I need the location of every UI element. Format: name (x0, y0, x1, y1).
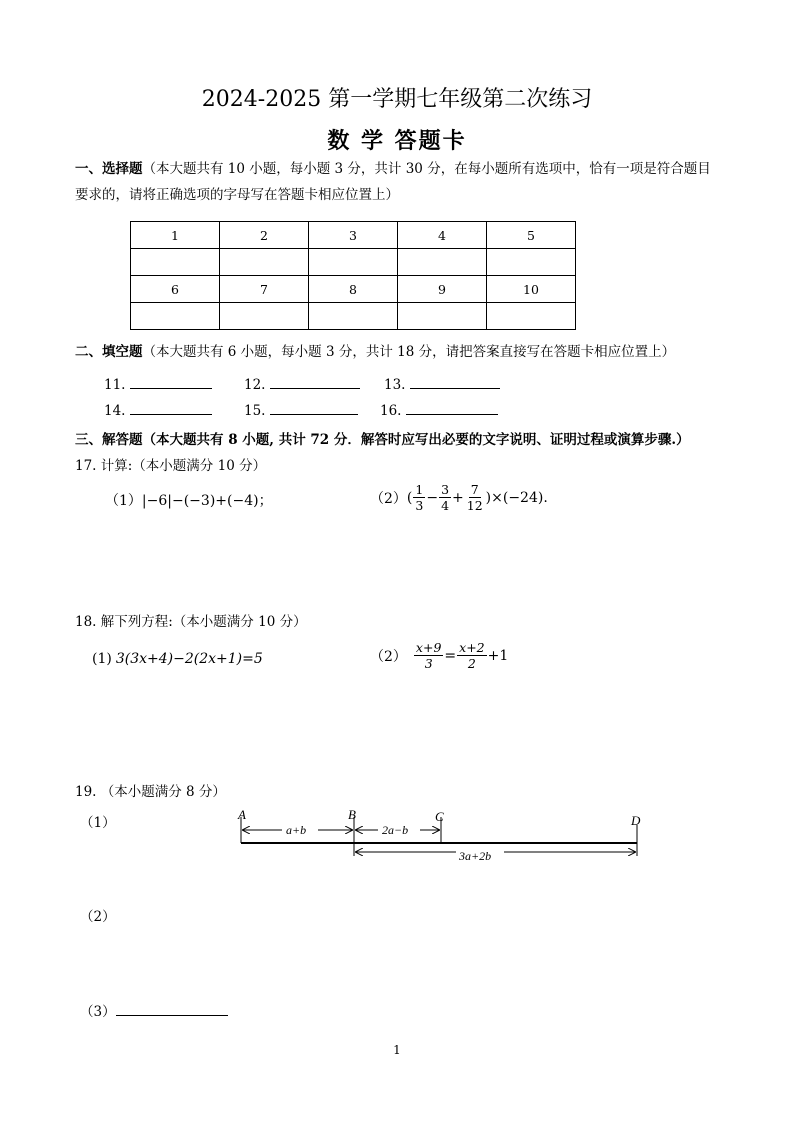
q18-part2: （2） $\frac{x+9}{3}$ = $\frac{x+2}{2}$ +1 (370, 640, 509, 671)
q19-label: 19. （本小题满分 8 分） (75, 784, 226, 800)
table-number-cell: 2 (220, 222, 309, 249)
page-number: 1 (393, 1043, 401, 1057)
fill-item-12: 12. (244, 376, 360, 393)
answer-blank[interactable] (270, 376, 360, 389)
label-seg-bc: 2a−b (382, 823, 409, 837)
table-row (131, 276, 576, 303)
label-point-b: B (348, 807, 356, 822)
label-point-a: A (238, 807, 246, 822)
fraction: $\frac{x+2}{2}$ (459, 640, 485, 671)
q18-part1-expr: 3(3x+4)−2(2x+1)=5 (115, 651, 263, 667)
choice-answer-table (130, 221, 576, 330)
q18-part1-label: (1) (92, 651, 112, 667)
answer-cell[interactable] (220, 249, 309, 276)
label-seg-ab: a+b (286, 823, 307, 837)
answer-blank[interactable] (406, 402, 498, 415)
answer-cell[interactable] (309, 249, 398, 276)
fill-item-16: 16. (380, 402, 498, 419)
table-row (131, 222, 576, 249)
table-number-cell: 6 (131, 276, 220, 303)
table-row (131, 249, 576, 276)
table-number-cell: 8 (309, 276, 398, 303)
table-row (131, 303, 576, 330)
answer-cell[interactable] (220, 303, 309, 330)
section1-desc-line2: 要求的，请将正确选项的字母写在答题卡相应位置上） (75, 187, 399, 203)
fill-item-15: 15. (244, 402, 358, 419)
label-seg-bd: 3a+2b (459, 849, 492, 863)
answer-cell[interactable] (131, 303, 220, 330)
fraction: $\frac{3}{4}$ (441, 482, 450, 513)
label-point-c: C (435, 809, 444, 824)
fraction: $\frac{7}{12}$ (466, 482, 483, 513)
q17-label: 17. 计算:（本小题满分 10 分） (75, 458, 267, 474)
q17-part1-label: （1） (105, 493, 142, 509)
answer-cell[interactable] (309, 303, 398, 330)
table-number-cell: 1 (131, 222, 220, 249)
table-number-cell: 4 (398, 222, 487, 249)
q19-part3-label: （3） (80, 1004, 116, 1020)
q17-part1 (105, 490, 273, 510)
q18-part1 (92, 651, 263, 667)
fill-item-11: 11. (104, 376, 212, 393)
fill-item-14: 14. (104, 402, 212, 419)
table-number-cell: 3 (309, 222, 398, 249)
q18-label: 18. 解下列方程:（本小题满分 10 分） (75, 614, 307, 630)
section1-desc-line1: （本大题共有 10 小题，每小题 3 分，共计 30 分，在每小题所有选项中，恰有一项是符合题目 (142, 161, 711, 177)
page-title: 2024-2025 第一学期七年级第二次练习 (201, 87, 593, 112)
q17-part2: （2） ( $\frac{1}{3}$ − $\frac{3}{4}$ + $\frac{7}{12}$ )×(−24). (370, 482, 548, 513)
label-point-d: D (631, 813, 641, 828)
section2-desc: （本大题共有 6 小题，每小题 3 分，共计 18 分，请把答案直接写在答题卡相应位置上） (142, 344, 676, 360)
answer-blank[interactable] (116, 1003, 228, 1016)
answer-cell[interactable] (398, 303, 487, 330)
answer-blank[interactable] (270, 402, 358, 415)
table-number-cell: 7 (220, 276, 309, 303)
section2-heading: 二、填空题 (75, 344, 143, 360)
table-number-cell: 10 (487, 276, 576, 303)
section1-heading: 一、选择题 (75, 161, 143, 177)
q19-part1-label: （1） (80, 815, 116, 831)
q19-part3 (80, 1000, 228, 1020)
q18-part2-label: （2） (370, 648, 407, 665)
answer-sheet-subtitle: 数 学 答题卡 (327, 128, 467, 154)
answer-cell[interactable] (487, 249, 576, 276)
fraction: $\frac{1}{3}$ (415, 482, 424, 513)
answer-blank[interactable] (130, 402, 212, 415)
q17-part2-label: （2） (370, 490, 407, 507)
answer-cell[interactable] (131, 249, 220, 276)
section2-line (75, 340, 675, 364)
answer-cell[interactable] (398, 249, 487, 276)
answer-cell[interactable] (487, 303, 576, 330)
section1-line1 (75, 157, 711, 181)
section3-heading: 三、解答题（本大题共有 8 小题, 共计 72 分．解答时应写出必要的文字说明、证明过程或演算步骤.） (75, 432, 690, 448)
q17-part1-expr: |−6|−(−3)+(−4)； (141, 493, 273, 509)
answer-blank[interactable] (410, 376, 500, 389)
table-number-cell: 9 (398, 276, 487, 303)
fill-item-13: 13. (384, 376, 500, 393)
q19-part2-label: （2） (80, 909, 116, 925)
fraction: $\frac{x+9}{3}$ (415, 640, 442, 671)
table-number-cell: 5 (487, 222, 576, 249)
segment-diagram (230, 805, 650, 865)
answer-blank[interactable] (130, 376, 212, 389)
